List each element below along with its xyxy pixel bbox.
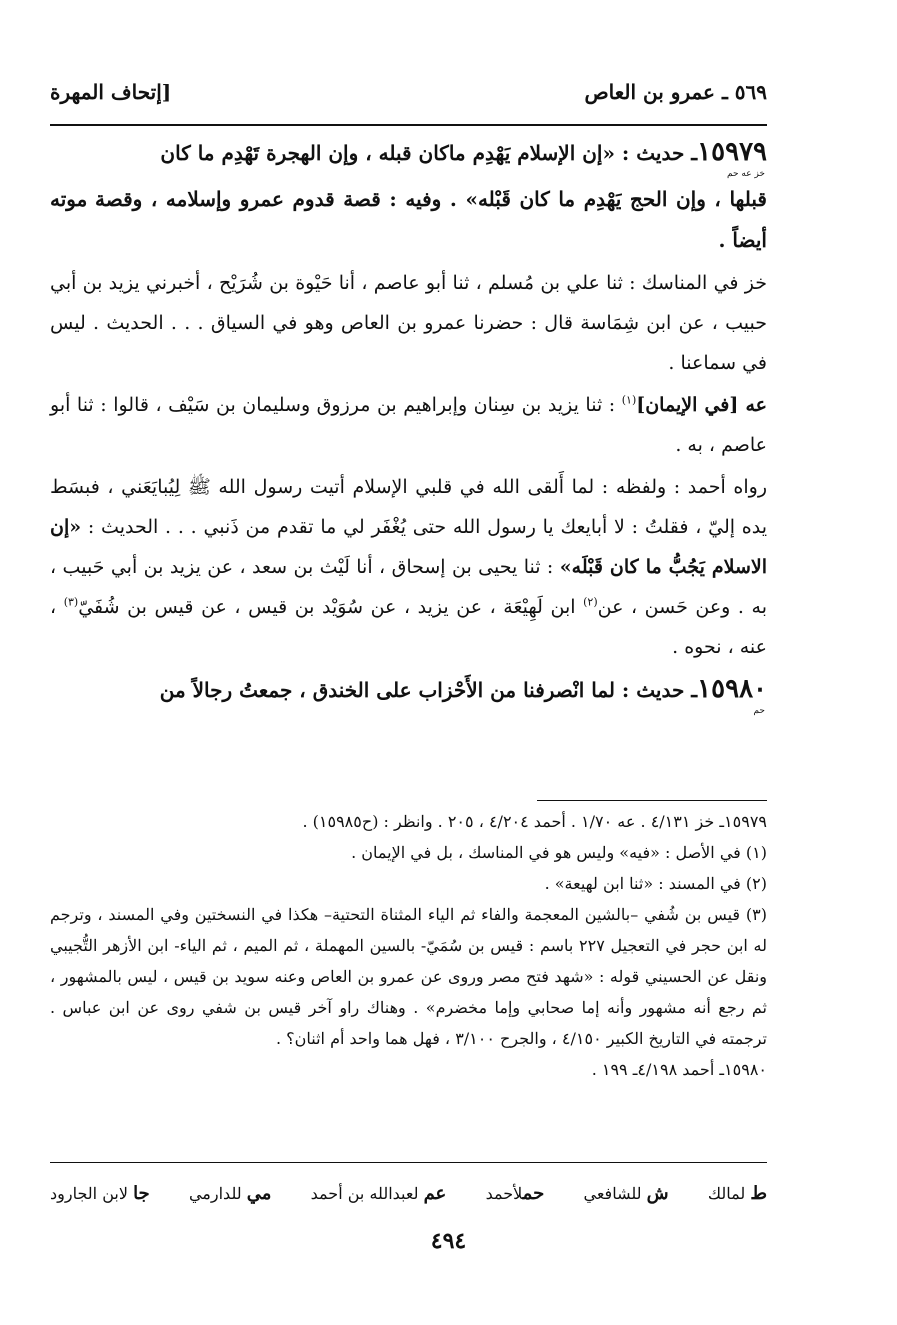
main-text [50, 132, 767, 718]
book-title: [إتحاف المهرة [50, 80, 172, 104]
hadith-text-line-1: ـ حديث : «إن الإسلام يَهْدِم ماكان قبله ، وإن الهجرة تَهْدِم ما كان [160, 141, 698, 165]
legend-item [50, 1183, 150, 1204]
legend-abbr: عم [423, 1182, 447, 1204]
footnote-source-15980: ١٥٩٨٠ـ أحمد ٤/١٩٨ـ ١٩٩ . [591, 1060, 767, 1079]
legend-desc: لابن الجارود [50, 1183, 128, 1203]
ahmad-seg-4: ابن لَهِيْعَة ، عن يزيد ، عن سُوَيْد بن قيس ، عن قيس بن شُفَيّ [78, 596, 584, 618]
footnote-2: (٢) في المسند : «ثنا ابن لهيعة» . [544, 874, 767, 893]
source-sigils: خز عه حم [727, 169, 765, 179]
note-ref-1: (١) [621, 393, 637, 407]
legend-item [708, 1183, 767, 1204]
hadith-15979 [50, 132, 767, 261]
legend-abbr: ط [750, 1182, 767, 1204]
legend-item [189, 1183, 271, 1204]
legend-desc: للشافعي [583, 1183, 642, 1203]
legend-desc: للدارمي [188, 1183, 242, 1203]
hadith-15980 [50, 669, 767, 716]
legend-abbr: جا [133, 1182, 150, 1204]
legend-desc: لمالك [707, 1183, 746, 1203]
isnad-ah-source: عه [في الإيمان] [636, 394, 767, 416]
footnote-1: (١) في الأصل : «فيه» وليس هو في المناسك ، بل في الإيمان . [351, 843, 767, 862]
ahmad-seg-5: ، عنه ، نحوه . [50, 596, 767, 658]
legend-desc: لأحمد [485, 1183, 523, 1203]
note-ref-2: (٢) [583, 595, 598, 609]
hadith-text-line-2: قبلها ، وإن الحج يَهْدِم ما كان قَبْله» . وفيه : قصة قدوم عمرو وإسلامه ، وقصة [95, 187, 767, 211]
ahmad-matn: «إن الاسلام يَجُبُّ ما كان قَبْلَه» [50, 516, 767, 578]
legend-abbr: مي [246, 1182, 272, 1204]
isnad-ahmad [50, 467, 767, 667]
legend-item [486, 1183, 545, 1204]
page-number: ٤٩٤ [430, 1228, 467, 1254]
hadith-text-line-3: موته أيضاً . [50, 187, 767, 252]
isnad-khuz: خز في المناسك : ثنا علي بن مُسلم ، ثنا أبو عاصم ، أنا حَيْوة بن شُرَيْح ، أخبرني يزيد بن أبي حبيب ، عن ابن شِمَاسة قال : حضرنا عمرو بن العاص وهو في السياق . . . الحديث . ليس في سماعنا . [50, 272, 767, 374]
legend-item [584, 1183, 669, 1204]
footnote-3: (٣) قيس بن شُفي –بالشين المعجمة والفاء ثم الياء المثناة التحتية– هكذا في النسختين وفي المسند ، وترجم له ابن حجر في التعجيل ٢٢٧ باسم : قيس بن سُمَيّ- بالسين المهملة ، ثم الميم ، ثم الياء- ابن الأزهر التُّجيبي ونقل عن الحسيني قوله : «شهد فتح مصر وروى عن عمرو بن العاص وعنه سويد بن قيس ، ليس بالمشهور ، ثم رجع أنه مشهور وأنه إما صحابي وإما مخضرم» . وهناك راو آخر قيس بن شفي روى عن ابن عباس . ترجمته في التاريخ الكبير ٤/١٥٠ ، والجرح ٣/١٠٠ ، فهل هما واحد أم اثنان؟ . [50, 905, 767, 1048]
hadith-number: ١٥٩٨٠ [697, 674, 767, 704]
footnote-rule [537, 800, 767, 801]
legend-item [311, 1183, 447, 1204]
footnotes [50, 806, 767, 1085]
running-title: ٥٦٩ ـ عمرو بن العاص [584, 80, 767, 104]
ahmad-seg-3: : ثنا يحيى بن إسحاق ، أنا لَيْث بن سعد ، عن يزيد بن أبي حَبيب ، به . وعن حَسن ، عن [50, 556, 767, 618]
legend-desc: لعبدالله بن أحمد [310, 1183, 419, 1203]
page-header [50, 72, 767, 112]
legend-abbr: حم [522, 1182, 545, 1204]
isnad-ah [50, 385, 767, 465]
footer-rule [50, 1162, 767, 1163]
header-rule [50, 124, 767, 126]
note-ref-3: (٣) [63, 595, 79, 609]
ahmad-seg-1: رواه أحمد : ولفظه : لما أَلقى الله في قلبي الإسلام أتيت رسول الله ﷺ لِيُبايَعَني ، فبسَط يده إليّ ، فقلتُ : لا أبايعك يا رسول الله حتى يُغْفَر لي ما تقدم من ذَنبي . . . الحديث : [50, 476, 767, 538]
legend-abbr: ش [646, 1182, 669, 1204]
hadith-number: ١٥٩٧٩ [697, 137, 767, 167]
source-sigils: حم [753, 706, 765, 716]
isnad-ah-text: : ثنا يزيد بن سِنان وإبراهيم بن مرزوق وسليمان بن سَيْف ، قالوا : ثنا أبو عاصم ، به . [50, 394, 767, 456]
hadith-text-line-1: ـ حديث : لما انْصرفنا من الأَحْزاب على الخندق ، جمعتُ رجالاً من [159, 678, 698, 702]
abbreviation-legend [50, 1176, 767, 1210]
footnote-source-15979: ١٥٩٧٩ـ خز ٤/١٣١ . عه ١/٧٠ . أحمد ٤/٢٠٤ ، ٢٠٥ . وانظر : (ح١٥٩٨٥) . [302, 812, 767, 831]
